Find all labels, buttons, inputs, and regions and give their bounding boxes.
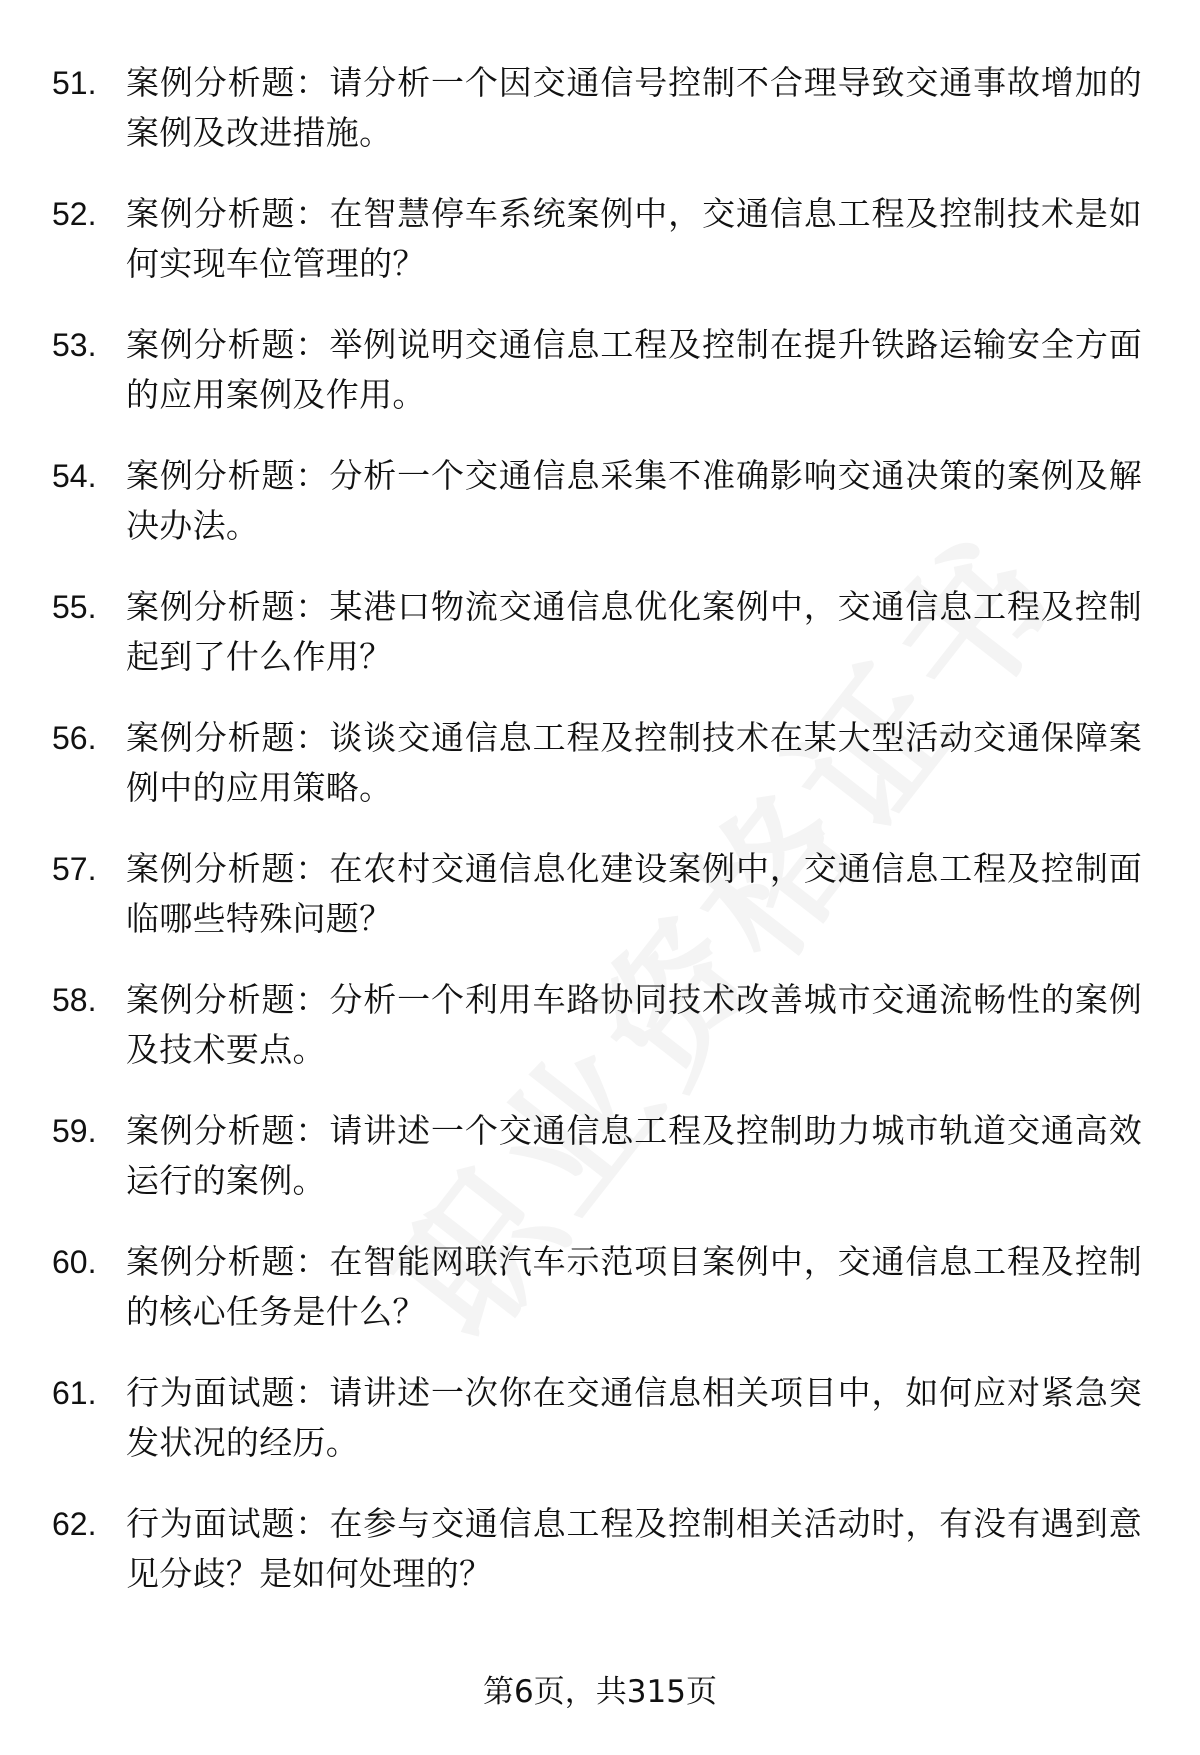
question-text: 案例分析题：请讲述一个交通信息工程及控制助力城市轨道交通高效运行的案例。 xyxy=(126,1111,1142,1200)
question-number: 58. xyxy=(52,982,97,1018)
question-item xyxy=(52,1106,1142,1237)
question-text: 行为面试题：在参与交通信息工程及控制相关活动时，有没有遇到意见分歧？是如何处理的？ xyxy=(126,1504,1142,1593)
question-number: 60. xyxy=(52,1244,97,1280)
question-item xyxy=(52,189,1142,320)
question-text: 案例分析题：谈谈交通信息工程及控制技术在某大型活动交通保障案例中的应用策略。 xyxy=(126,718,1142,807)
question-item xyxy=(52,58,1142,189)
question-number: 56. xyxy=(52,720,97,756)
question-text: 案例分析题：分析一个利用车路协同技术改善城市交通流畅性的案例及技术要点。 xyxy=(126,980,1142,1069)
question-text: 案例分析题：在农村交通信息化建设案例中，交通信息工程及控制面临哪些特殊问题？ xyxy=(126,849,1142,938)
question-number: 55. xyxy=(52,589,97,625)
question-number: 51. xyxy=(52,65,97,101)
question-text: 案例分析题：请分析一个因交通信号控制不合理导致交通事故增加的案例及改进措施。 xyxy=(126,63,1142,152)
question-text: 案例分析题：在智能网联汽车示范项目案例中，交通信息工程及控制的核心任务是什么？ xyxy=(126,1242,1142,1331)
question-item xyxy=(52,844,1142,975)
question-list xyxy=(52,58,1142,1630)
question-number: 53. xyxy=(52,327,97,363)
question-item xyxy=(52,1499,1142,1630)
question-item xyxy=(52,713,1142,844)
question-text: 案例分析题：在智慧停车系统案例中，交通信息工程及控制技术是如何实现车位管理的？ xyxy=(126,194,1142,283)
question-item xyxy=(52,582,1142,713)
question-number: 61. xyxy=(52,1375,97,1411)
page-footer: 第6页，共315页 xyxy=(483,1674,717,1710)
question-text: 案例分析题：举例说明交通信息工程及控制在提升铁路运输安全方面的应用案例及作用。 xyxy=(126,325,1142,414)
question-item xyxy=(52,1368,1142,1499)
question-number: 57. xyxy=(52,851,97,887)
question-number: 52. xyxy=(52,196,97,232)
question-item xyxy=(52,975,1142,1106)
question-item xyxy=(52,451,1142,582)
question-text: 案例分析题：某港口物流交通信息优化案例中，交通信息工程及控制起到了什么作用？ xyxy=(126,587,1142,676)
question-text: 案例分析题：分析一个交通信息采集不准确影响交通决策的案例及解决办法。 xyxy=(126,456,1142,545)
question-number: 62. xyxy=(52,1506,97,1542)
question-item xyxy=(52,320,1142,451)
question-text: 行为面试题：请讲述一次你在交通信息相关项目中，如何应对紧急突发状况的经历。 xyxy=(126,1373,1142,1462)
question-item xyxy=(52,1237,1142,1368)
question-number: 54. xyxy=(52,458,97,494)
question-number: 59. xyxy=(52,1113,97,1149)
